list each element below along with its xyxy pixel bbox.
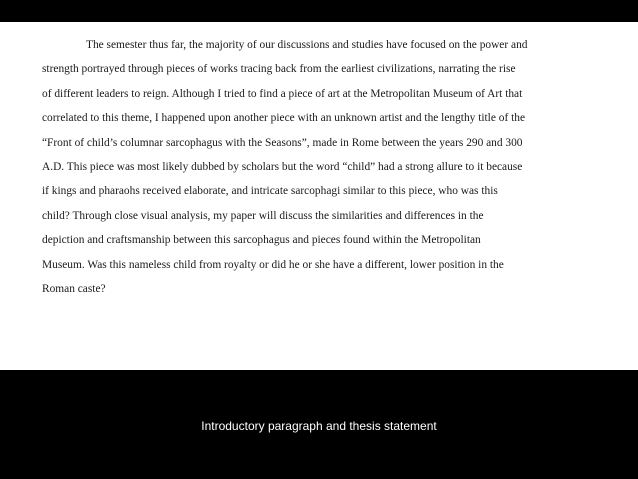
paragraph-line: “Front of child’s columnar sarcophagus with the Seasons”, made in Rome between the years 290 and 300	[42, 136, 523, 149]
paragraph-line: Museum. Was this nameless child from royalty or did he or she have a different, lower position in the	[42, 258, 504, 271]
document-page	[0, 22, 638, 370]
paragraph-line: child? Through close visual analysis, my paper will discuss the similarities and differences in the	[42, 209, 484, 222]
paragraph-line: if kings and pharaohs received elaborate, and intricate sarcophagi similar to this piece, who was this	[42, 185, 498, 198]
paragraph-line: The semester thus far, the majority of our discussions and studies have focused on the power and	[86, 39, 528, 51]
paragraph-line: A.D. This piece was most likely dubbed by scholars but the word “child” had a strong allure to it because	[42, 161, 523, 174]
paragraph-line: of different leaders to reign. Although I tried to find a piece of art at the Metropolitan Museum of Art that	[42, 87, 523, 100]
paragraph-line: depiction and craftsmanship between this sarcophagus and pieces found within the Metropolitan	[42, 234, 481, 247]
paragraph-line: correlated to this theme, I happened upon another piece with an unknown artist and the lengthy title of the	[42, 112, 526, 125]
slide-caption: Introductory paragraph and thesis statement	[201, 419, 437, 433]
introductory-paragraph	[42, 33, 602, 301]
paragraph-line: Roman caste?	[42, 283, 106, 296]
paragraph-line: strength portrayed through pieces of works tracing back from the earliest civilizations, narrating the rise	[42, 63, 516, 76]
